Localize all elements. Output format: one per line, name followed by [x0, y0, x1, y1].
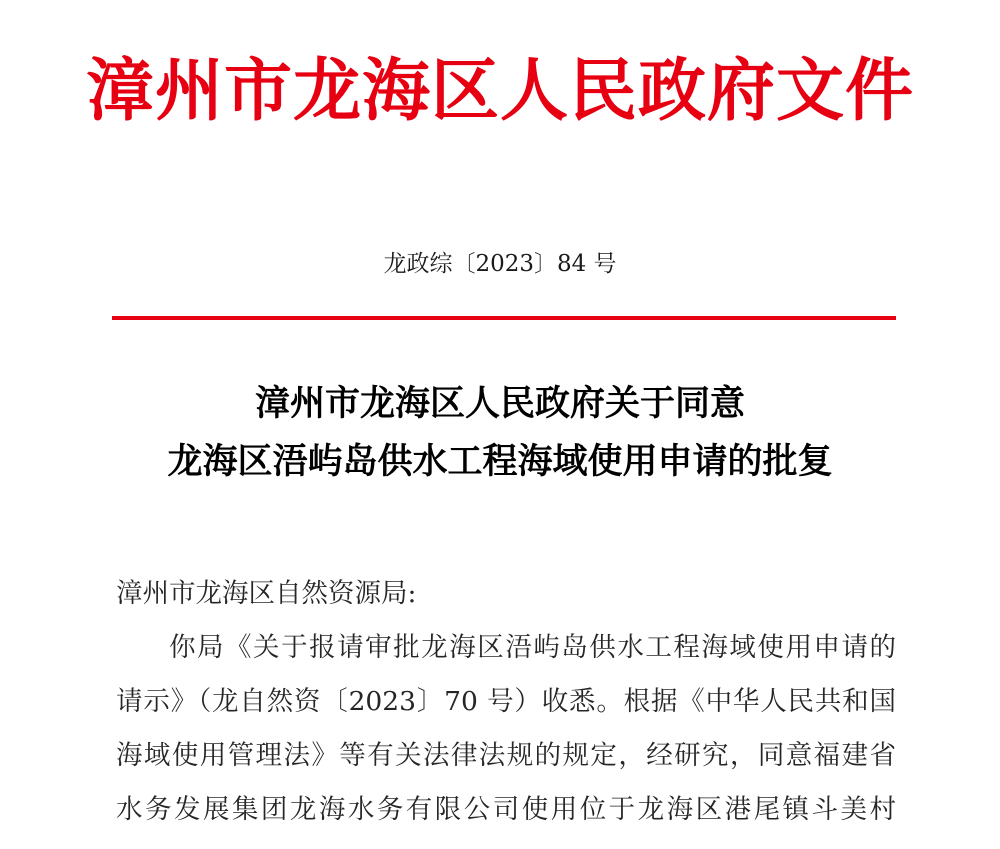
body-line-4: 水务发展集团龙海水务有限公司使用位于龙海区港尾镇斗美村 — [116, 794, 896, 825]
issuing-authority-header: 漳州市龙海区人民政府文件 — [85, 51, 914, 131]
body-line-2: 请示》（龙自然资〔2023〕70 号）收悉。根据《中华人民共和国 — [116, 686, 896, 717]
body-line-1: 你局《关于报请审批龙海区浯屿岛供水工程海域使用申请的 — [169, 632, 896, 663]
document-title-line-2: 龙海区浯屿岛供水工程海域使用申请的批复 — [167, 441, 833, 482]
body-line-3: 海域使用管理法》等有关法律法规的规定，经研究，同意福建省 — [116, 740, 896, 771]
document-title — [0, 375, 1000, 491]
document-number: 龙政综〔2023〕84 号 — [383, 251, 617, 277]
document-body — [116, 567, 896, 837]
document-title-line-1: 漳州市龙海区人民政府关于同意 — [254, 383, 745, 424]
red-separator-line — [112, 316, 896, 320]
salutation: 漳州市龙海区自然资源局: — [116, 578, 417, 609]
